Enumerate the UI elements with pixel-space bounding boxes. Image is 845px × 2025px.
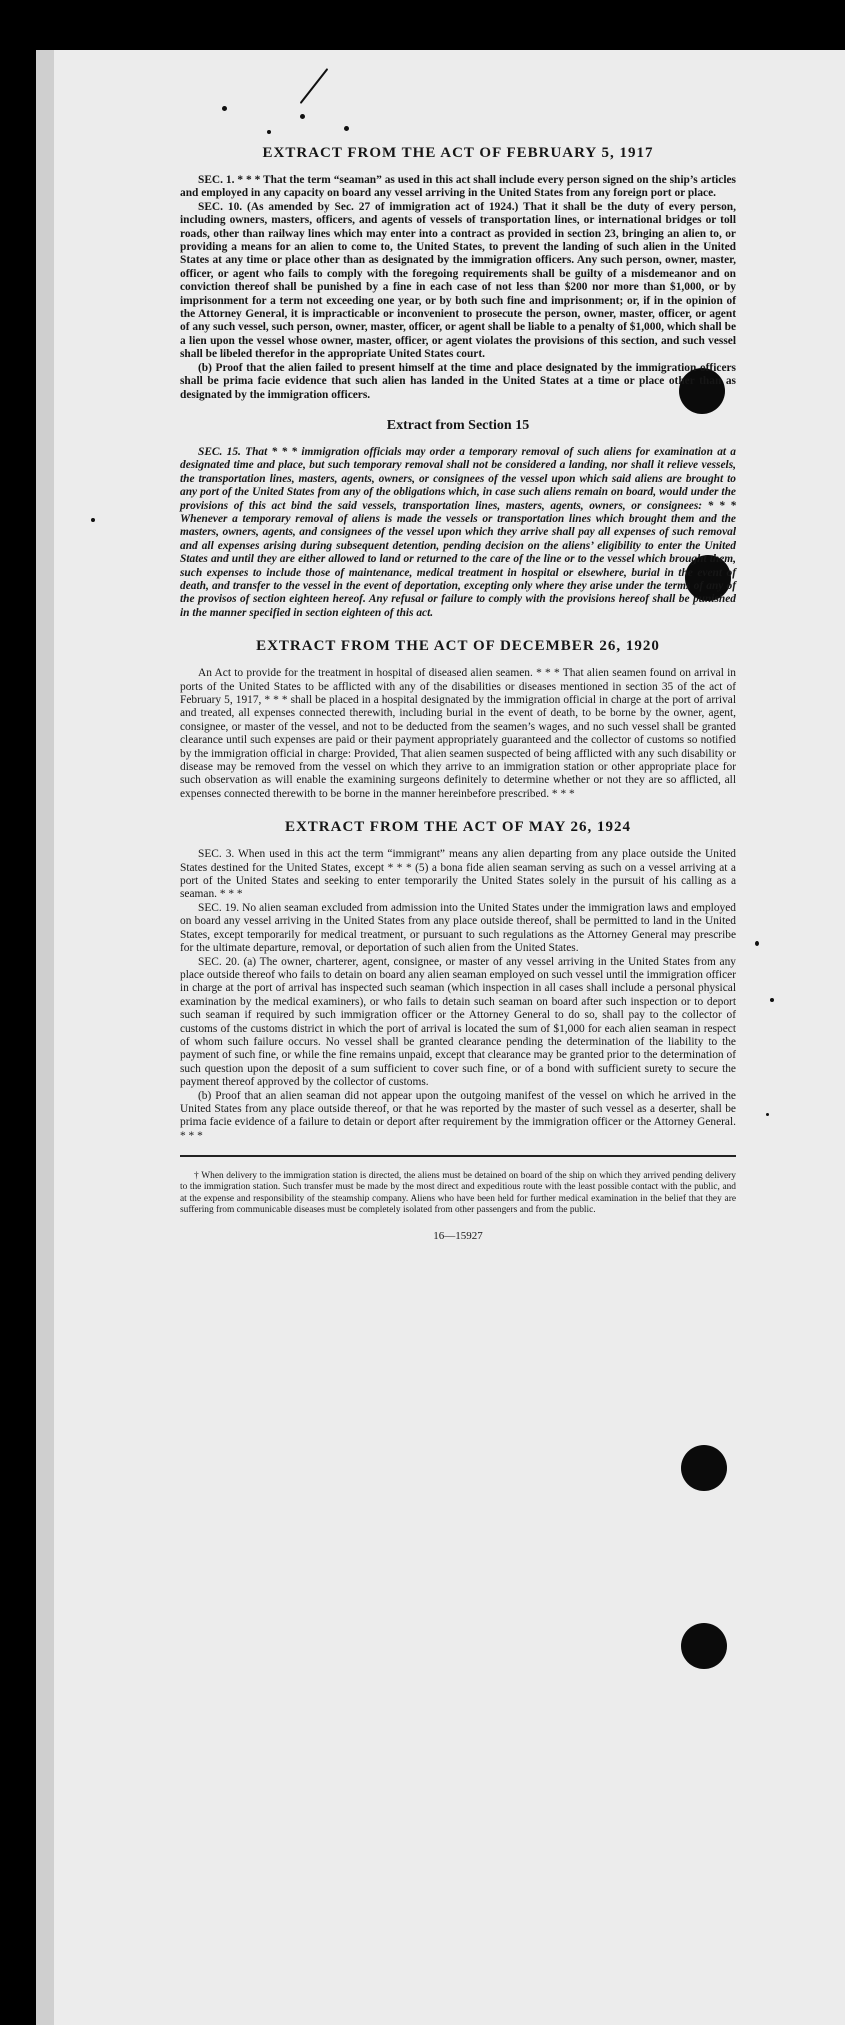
ink-mark: [344, 126, 349, 131]
margin-mark: [770, 998, 774, 1002]
heading-act-1924: EXTRACT FROM THE ACT OF MAY 26, 1924: [284, 819, 632, 836]
ink-mark: [222, 106, 227, 111]
page-number: 16—15927: [433, 1230, 483, 1242]
paragraph-sec-10-b: (b) Proof that the alien failed to present himself at the time and place designated by the immigration officers shall be prima facie evidence that such alien has landed in the United States at a time or place other than as designated by the immigration officers.: [180, 361, 736, 401]
margin-mark: [91, 518, 95, 522]
paragraph-sec-20-b: (b) Proof that an alien seaman did not appear upon the outgoing manifest of the vessel on which he arrived in the United States from any place outside thereof, or that he was reported by the master of such vessel as a deserter, shall be prima facie evidence of a failure to detain or deport after requirement by the immigration officer or the Attorney General. * * *: [180, 1089, 736, 1142]
paragraph-sec-10: SEC. 10. (As amended by Sec. 27 of immigration act of 1924.) That it shall be the duty of every person, including owners, masters, officers, and agents of vessels of transportation lines, or international bridges or toll roads, other than railway lines which may enter into a contract as provided in section 23, bringing an alien to, or providing a means for an alien to come to, the United States, to prevent the landing of such alien in the United States at any time or place other than as designated by the immigration officers. Any such person, owner, master, officer, or agent who fails to comply with the foregoing requirements shall be guilty of a misdemeanor and on conviction thereof shall be punished by a fine in each case of not less than $200 nor more than $1,000, or by imprisonment for a term not exceeding one year, or by both such fine and imprisonment; or, if in the opinion of the Attorney General, it is impracticable or inconvenient to prosecute the person, owner, master, officer, or agent of any such vessel, such person, owner, master, officer, or agent shall be liable to a penalty of $1,000, which shall be a lien upon the vessel whose owner, master, officer, or agent violates the provisions of this section, and such vessel shall be libeled therefor in the appropriate United States court.: [180, 200, 736, 361]
ink-mark: [300, 114, 305, 119]
heading-act-1917: EXTRACT FROM THE ACT OF FEBRUARY 5, 1917: [262, 145, 654, 161]
heading-act-1920: EXTRACT FROM THE ACT OF DECEMBER 26, 1920: [256, 638, 660, 655]
scan-edge: [36, 50, 54, 2025]
footnote: † When delivery to the immigration station is directed, the aliens must be detained on board of the ship on which they arrived pending delivery to the immigration station. Such transfer must be made by the most direct and expeditious route with the least possible contact with the public, and at the expense and responsibility of the steamship company. Aliens who have been held for further medical examination in the belief that they are suffering from communicable diseases must be completely isolated from other passengers and from the public.: [180, 1171, 736, 1215]
punch-hole: [681, 1445, 727, 1491]
document-body: [180, 145, 736, 1242]
ink-mark: [267, 130, 271, 134]
ink-mark: [300, 68, 329, 104]
paragraph-sec-1: SEC. 1. * * * That the term “seaman” as used in this act shall include every person signed on the ship’s articles and employed in any capacity on board any vessel arriving in the United States from any foreign port or place.: [180, 174, 736, 200]
punch-hole: [681, 1623, 727, 1669]
paragraph-sec-20-a: SEC. 20. (a) The owner, charterer, agent, consignee, or master of any vessel arriving in the United States from any place outside thereof who fails to detain on board any alien seaman employed on such vessel until the immigration officer in charge at the port of arrival has inspected such seaman (which inspection in all cases shall include a personal physical examination by the medical examiners), or who fails to detain such seaman on board after such inspection or to deport such seaman if required by such immigration officer or the Attorney General to do so, shall pay to the collector of customs of the customs district in which the port of arrival is located the sum of $1,000 for each alien seaman in respect of whom such failure occurs. No vessel shall be granted clearance pending the determination of the liability to the payment of such fine, or while the fine remains unpaid, except that clearance may be granted prior to the determination of such question upon the deposit of a sum sufficient to cover such fine, or of a bond with sufficient surety to secure the payment thereof approved by the collector of customs.: [180, 955, 736, 1089]
margin-mark: [766, 1113, 769, 1116]
paragraph-sec-19: SEC. 19. No alien seaman excluded from admission into the United States under the immigration laws and employed on board any vessel arriving in the United States from any place outside thereof, shall be permitted to land in the United States, except temporarily for medical treatment, or pursuant to such regulations as the Attorney General may prescribe for the ultimate departure, removal, or deportation of such alien from the United States.: [180, 901, 736, 955]
paragraph-sec-15: SEC. 15. That * * * immigration officials may order a temporary removal of such aliens for examination at a designated time and place, but such temporary removal shall not be considered a landing, nor shall it relieve vessels, the transportation lines, masters, agents, owners, or consignees of the vessel upon which said aliens are brought to any port of the United States from any of the obligations which, in case such aliens remain on board, would under the provisions of this act bind the said vessels, transportation lines, masters, agents, owners, or consignees: * * * Whenever a temporary removal of aliens is made the vessels or transportation lines which brought them and the masters, owners, agents, and consignees of the vessel upon which they arrive shall pay all expenses of such removal and all expenses arising during subsequent detention, pending decision on the aliens’ eligibility to enter the United States and until they are either allowed to land or returned to the care of the line or to the vessel which brought them, such expenses to include those of maintenance, medical treatment in hospital or elsewhere, burial in the event of death, and transfer to the vessel in the event of deportation, excepting only where they arise under the terms of any of the provisos of section eighteen hereof. Any refusal or failure to comply with the provisions hereof shall be punished in the manner specified in section eighteen of this act.: [180, 445, 736, 619]
margin-mark: [755, 941, 759, 946]
paragraph-sec-3: SEC. 3. When used in this act the term “immigrant” means any alien departing from any place outside the United States destined for the United States, except * * * (5) a bona fide alien seaman serving as such on a vessel arriving at a port of the United States and seeking to enter temporarily the United States solely in the pursuit of his calling as a seaman. * * *: [180, 848, 736, 901]
heading-section-15: Extract from Section 15: [386, 417, 530, 433]
paragraph-act-1920: An Act to provide for the treatment in hospital of diseased alien seamen. * * * That alien seamen found on arrival in ports of the United States to be afflicted with any of the disabilities or diseases mentioned in section 35 of the act of February 5, 1917, * * * shall be placed in a hospital designated by the immigration official in charge at the port of arrival and treated, all expenses connected therewith, including burial in the event of death, to be borne by the owner, agent, consignee, or master of the vessel, and not to be deducted from the seamen’s wages, and no such vessel shall be granted clearance until such expenses are paid or their payment appropriately guaranteed and the collector of customs so notified by the immigration official in charge: Provided, That alien seamen suspected of being afflicted with any such disability or disease may be removed from the vessel on which they arrive to an immigration station or other appropriate place for such observation as will enable the examining surgeons definitely to determine whether or not they are so afflicted, all expenses connected therewith to be borne in the manner hereinbefore prescribed. * * *: [180, 667, 736, 800]
